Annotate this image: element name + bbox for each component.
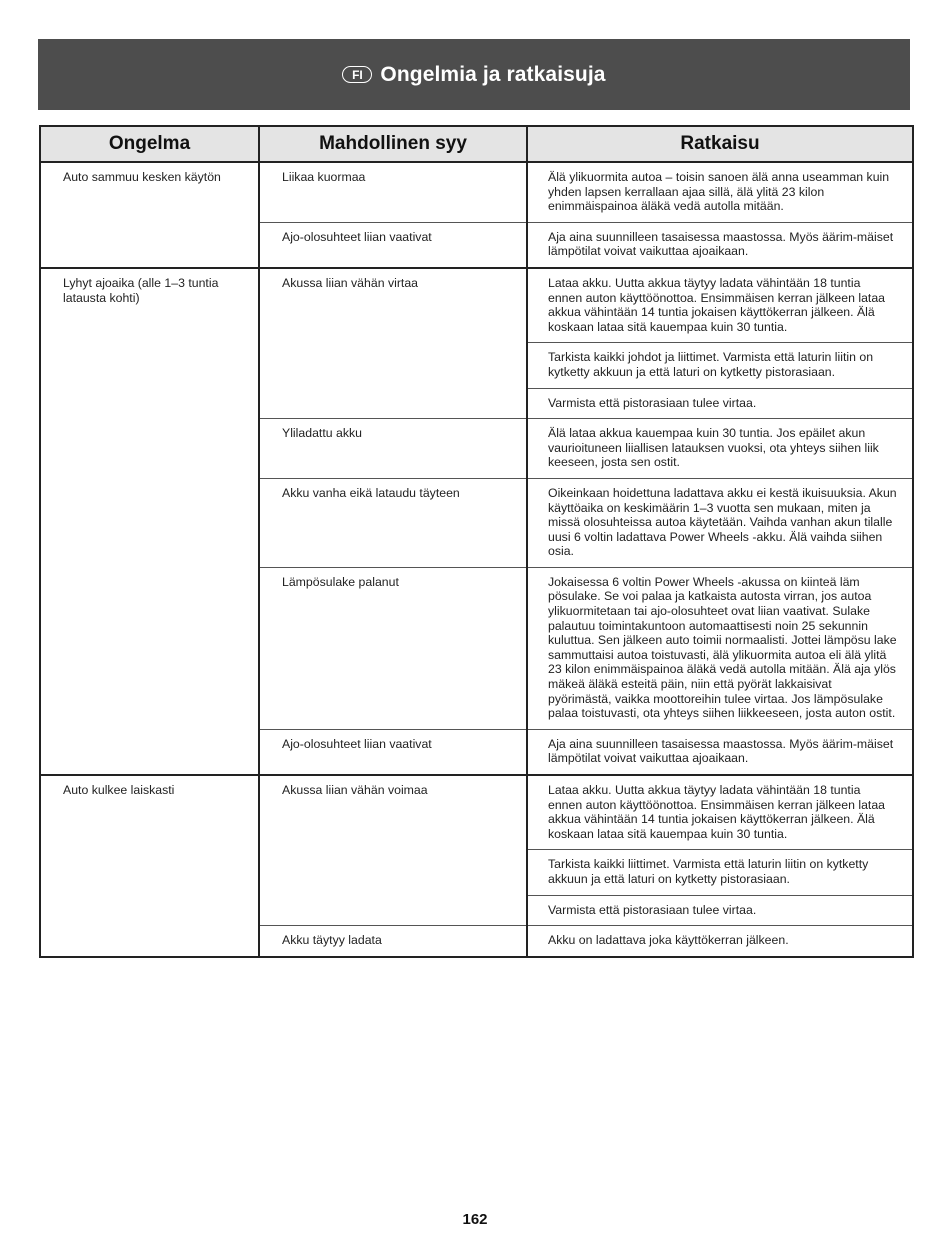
cause-cell: Yliladattu akku — [259, 419, 527, 479]
page-number: 162 — [462, 1211, 488, 1228]
page-title: Ongelmia ja ratkaisuja — [380, 62, 606, 86]
table-body — [40, 162, 913, 957]
solution-cell: Älä ylikuormita autoa – toisin sanoen älä anna useamman kuin yhden lapsen kerrallaan ajaa sillä, älä ylitä 23 kilon enimmäispainoa äläkä vedä autolla mitään. — [527, 162, 913, 222]
cause-cell: Ajo-olosuhteet liian vaativat — [259, 222, 527, 268]
table-header-row — [40, 126, 913, 162]
solution-cell: Aja aina suunnilleen tasaisessa maastossa. Myös äärim-mäiset lämpötilat voivat vaikuttaa ajoaikaan. — [527, 222, 913, 268]
problem-cell: Auto sammuu kesken käytön — [40, 162, 259, 268]
column-header-cause: Mahdollinen syy — [259, 126, 527, 162]
solution-cell: Lataa akku. Uutta akkua täytyy ladata vähintään 18 tuntia ennen auton käyttöönottoa. Ensimmäisen kerran jälkeen lataa akkua vähintään 14 tuntia jokaisen käyttökerran jälkeen. Älä koskaan lataa sitä kauempaa kuin 30 tuntia. — [527, 775, 913, 850]
solution-cell: Varmista että pistorasiaan tulee virtaa. — [527, 895, 913, 926]
cause-cell: Liikaa kuormaa — [259, 162, 527, 222]
problem-cell: Auto kulkee laiskasti — [40, 775, 259, 957]
language-badge: FI — [342, 66, 372, 83]
solution-cell: Oikeinkaan hoidettuna ladattava akku ei kestä ikuisuuksia. Akun käyttöaika on keskimäärin 1–3 vuotta sen mukaan, miten ja missä olosuhteissa autoa käytetään. Vaihda vanhan akun tilalle uusi 6 voltin ladattava Power Wheels -akku. Älä vaihda siihen osia. — [527, 478, 913, 567]
cause-cell: Akussa liian vähän virtaa — [259, 268, 527, 419]
table-row — [40, 775, 913, 850]
solution-cell: Aja aina suunnilleen tasaisessa maastossa. Myös äärim-mäiset lämpötilat voivat vaikuttaa ajoaikaan. — [527, 729, 913, 775]
solution-cell: Jokaisessa 6 voltin Power Wheels -akussa on kiinteä läm pösulake. Se voi palaa ja katkaista autosta virran, jos autoa ylikuormitetaan tai ajo-olosuhteet ovat liian vaativat. Sulake palautuu toimintakuntoon automaattisesti noin 25 sekunnin kuluttua. Sen jälkeen auto toimii normaalisti. Jottei lämpösu lake sammuttaisi autoa toistuvasti, älä ylikuormita autoa eli älä ylitä 23 kilon enimmäispainoa äläkä vedä autolla mitään. Älä aja ylös mäkeä äläkä esteitä päin, niin että pyörät lakkaisivat pyörimästä, vaikka moottoreihin tulee virtaa. Jos lämpösulake palaa toistuvasti, ota yhteys siihen liikkeeseen, josta auton ostit. — [527, 567, 913, 729]
solution-cell: Tarkista kaikki liittimet. Varmista että laturin liitin on kytketty akkuun ja että laturi on kytketty pistorasiaan. — [527, 850, 913, 895]
solution-cell: Älä lataa akkua kauempaa kuin 30 tuntia. Jos epäilet akun vaurioituneen liiallisen latauksen vuoksi, ota yhteys siihen liik keeseen, josta sen ostit. — [527, 419, 913, 479]
problem-cell: Lyhyt ajoaika (alle 1–3 tuntia latausta kohti) — [40, 268, 259, 775]
section-header — [38, 39, 910, 110]
table-row — [40, 162, 913, 222]
solution-cell: Tarkista kaikki johdot ja liittimet. Varmista että laturin liitin on kytketty akkuun ja että laturi on kytketty pistorasiaan. — [527, 343, 913, 388]
column-header-solution: Ratkaisu — [527, 126, 913, 162]
table-row — [40, 268, 913, 343]
cause-cell: Ajo-olosuhteet liian vaativat — [259, 729, 527, 775]
section-header-content — [342, 63, 605, 87]
troubleshooting-table — [39, 125, 914, 958]
cause-cell: Akussa liian vähän voimaa — [259, 775, 527, 926]
solution-cell: Lataa akku. Uutta akkua täytyy ladata vähintään 18 tuntia ennen auton käyttöönottoa. Ensimmäisen kerran jälkeen lataa akkua vähintään 14 tuntia jokaisen käyttökerran jälkeen. Älä koskaan lataa sitä kauempaa kuin 30 tuntia. — [527, 268, 913, 343]
column-header-problem: Ongelma — [40, 126, 259, 162]
solution-cell: Varmista että pistorasiaan tulee virtaa. — [527, 388, 913, 419]
cause-cell: Akku täytyy ladata — [259, 926, 527, 957]
cause-cell: Akku vanha eikä lataudu täyteen — [259, 478, 527, 567]
cause-cell: Lämpösulake palanut — [259, 567, 527, 729]
solution-cell: Akku on ladattava joka käyttökerran jälkeen. — [527, 926, 913, 957]
